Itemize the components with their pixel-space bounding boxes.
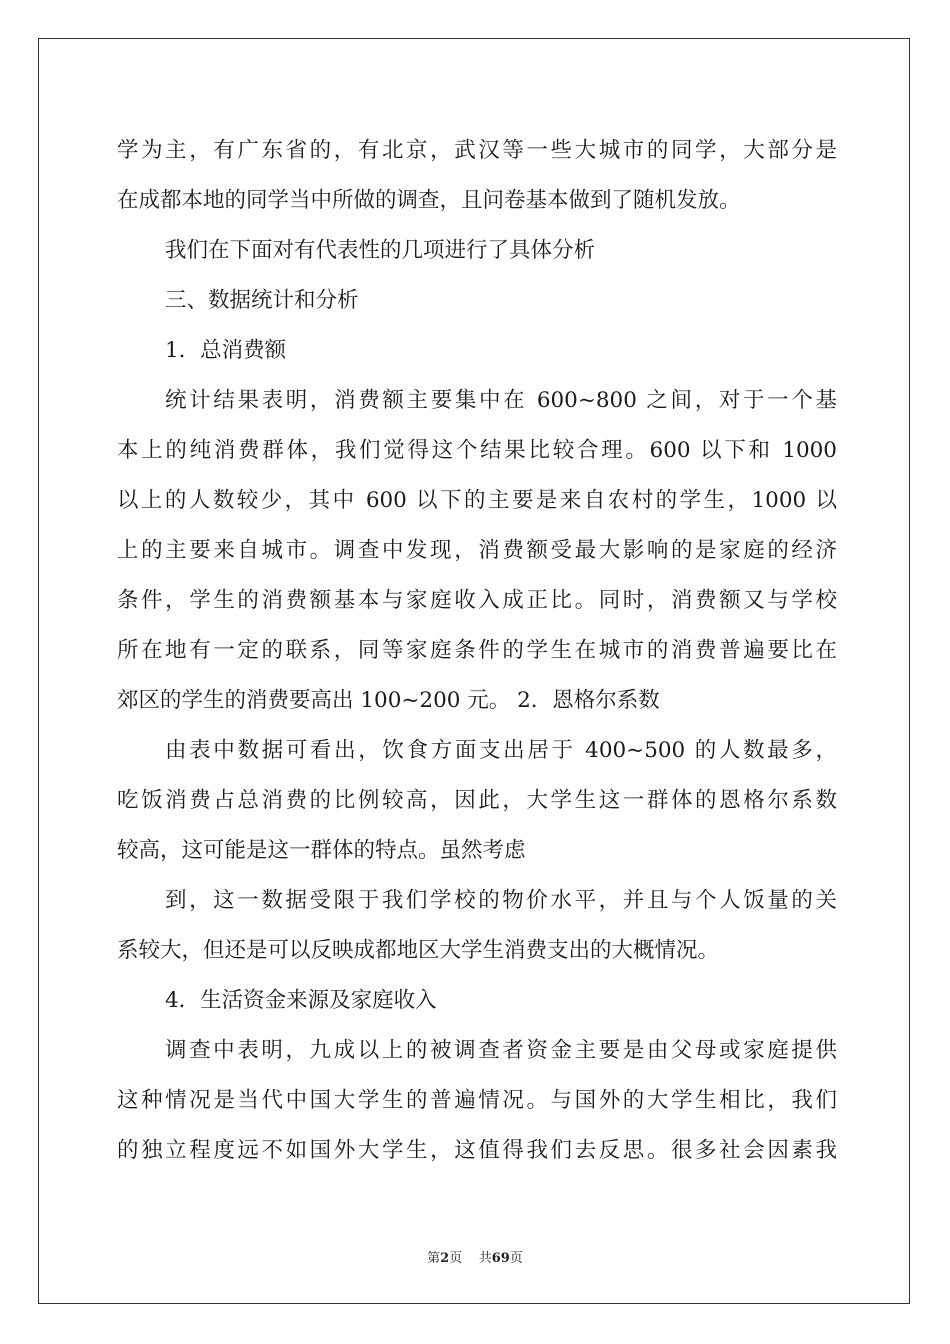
text-line: 这种情况是当代中国大学生的普遍情况。与国外的大学生相比，我们 [117,1088,837,1113]
text-line: 以上的人数较少，其中 600 以下的主要是来自农村的学生，1000 以 [117,488,837,513]
text-line: 的独立程度远不如国外大学生，这值得我们去反思。很多社会因素我 [117,1138,837,1163]
text-line: 系较大，但还是可以反映成都地区大学生消费支出的大概情况。 [117,938,720,963]
text-line: 统计结果表明，消费额主要集中在 600~800 之间，对于一个基 [165,388,837,413]
footer-total-prefix: 共 [478,1251,492,1266]
text-line: 较高，这可能是这一群体的特点。虽然考虑 [117,838,526,863]
document-body [117,126,837,1176]
page-footer [0,1247,950,1266]
text-line: 调查中表明，九成以上的被调查者资金主要是由父母或家庭提供 [165,1038,837,1063]
text-line: 1．总消费额 [165,338,287,363]
text-line: 郊区的学生的消费要高出 100~200 元。 2．恩格尔系数 [117,688,660,713]
text-line: 我们在下面对有代表性的几项进行了具体分析 [165,238,596,263]
text-line: 上的主要来自城市。调查中发现，消费额受最大影响的是家庭的经济 [117,538,837,563]
footer-page-suffix: 页 [449,1251,463,1266]
text-line: 在成都本地的同学当中所做的调查，且问卷基本做到了随机发放。 [117,188,741,213]
footer-total-pages: 69 [491,1251,510,1266]
text-line: 三、数据统计和分析 [165,288,359,313]
footer-page-prefix: 第 [427,1251,441,1266]
text-line: 4．生活资金来源及家庭收入 [165,988,437,1013]
text-line: 本上的纯消费群体，我们觉得这个结果比较合理。600 以下和 1000 [117,438,837,463]
footer-page-number: 2 [440,1251,450,1266]
text-line: 所在地有一定的联系，同等家庭条件的学生在城市的消费普遍要比在 [117,638,837,663]
text-line: 条件，学生的消费额基本与家庭收入成正比。同时，消费额又与学校 [117,588,837,613]
text-line: 吃饭消费占总消费的比例较高，因此，大学生这一群体的恩格尔系数 [117,788,837,813]
footer-total-suffix: 页 [509,1251,523,1266]
text-line: 学为主，有广东省的，有北京，武汉等一些大城市的同学，大部分是 [117,138,837,163]
text-line: 到，这一数据受限于我们学校的物价水平，并且与个人饭量的关 [165,888,837,913]
text-line: 由表中数据可看出，饮食方面支出居于 400~500 的人数最多， [165,738,837,763]
